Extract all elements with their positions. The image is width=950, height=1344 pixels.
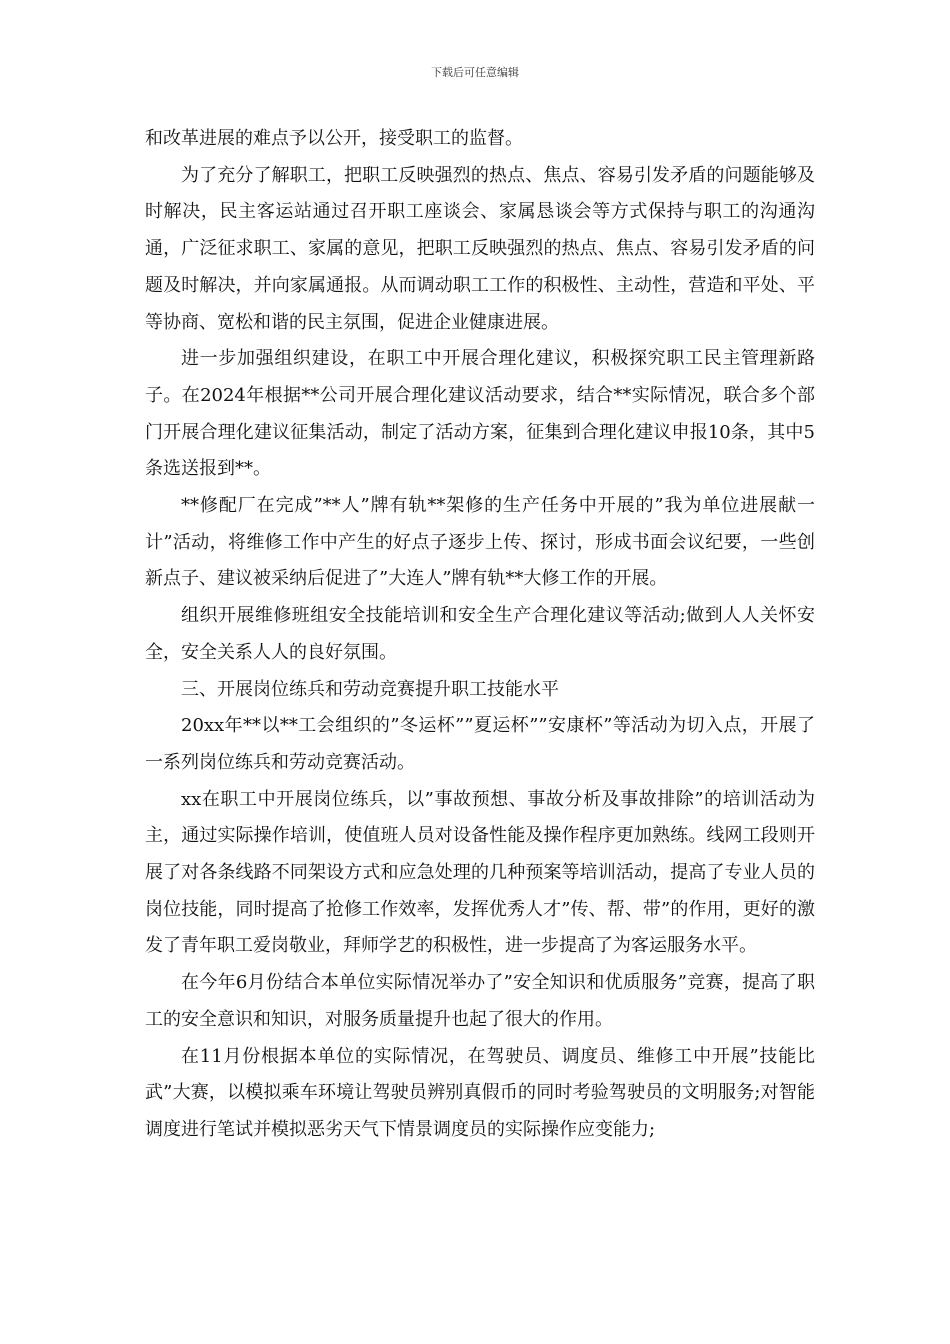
paragraph: xx在职工中开展岗位练兵，以”事故预想、事故分析及事故排除”的培训活动为主，通过实际操作培训，使值班人员对设备性能及操作程序更加熟练。线网工段则开展了对各条线路不同架设方式和应急处理的几种预案等培训活动，提高了专业人员的岗位技能，同时提高了抢修工作效率，发挥优秀人才”传、帮、带”的作用，更好的激发了青年职工爱岗敬业，拜师学艺的积极性，进一步提高了为客运服务水平。	[145, 788, 815, 957]
paragraph: 在11月份根据本单位的实际情况，在驾驶员、调度员、维修工中开展”技能比武”大赛，以模拟乘车环境让驾驶员辨别真假币的同时考验驾驶员的文明服务;对智能调度进行笔试并模拟恶劣天气下情景调度员的实际操作应变能力;	[145, 1045, 815, 1140]
paragraph: 在今年6月份结合本单位实际情况举办了”安全知识和优质服务”竞赛，提高了职工的安全意识和知识，对服务质量提升也起了很大的作用。	[145, 972, 815, 1030]
section-heading: 三、开展岗位练兵和劳动竞赛提升职工技能水平	[181, 678, 559, 700]
paragraph: 20xx年**以**工会组织的”冬运杯””夏运杯””安康杯”等活动为切入点，开展了一系列岗位练兵和劳动竞赛活动。	[145, 715, 815, 773]
paragraph: 组织开展维修班组安全技能培训和安全生产合理化建议等活动;做到人人关怀安全，安全关系人人的良好氛围。	[145, 605, 815, 663]
document-body	[145, 121, 815, 1149]
paragraph: **修配厂在完成”**人”牌有轨**架修的生产任务中开展的”我为单位进展献一计”活动，将维修工作中产生的好点子逐步上传、探讨，形成书面会议纪要，一些创新点子、建议被采纳后促进了”大连人”牌有轨**大修工作的开展。	[145, 495, 815, 590]
paragraph: 和改革进展的难点予以公开，接受职工的监督。	[145, 128, 523, 149]
paragraph: 进一步加强组织建设，在职工中开展合理化建议，积极探究职工民主管理新路子。在2024年根据**公司开展合理化建议活动要求，结合**实际情况，联合多个部门开展合理化建议征集活动，制定了活动方案，征集到合理化建议申报10条，其中5条选送报到**。	[145, 348, 815, 480]
paragraph: 为了充分了解职工，把职工反映强烈的热点、焦点、容易引发矛盾的问题能够及时解决，民主客运站通过召开职工座谈会、家属恳谈会等方式保持与职工的沟通沟通，广泛征求职工、家属的意见，把职工反映强烈的热点、焦点、容易引发矛盾的问题及时解决，并向家属通报。从而调动职工工作的积极性、主动性，营造和平处、平等协商、宽松和谐的民主氛围，促进企业健康进展。	[145, 164, 815, 333]
page-header: 下载后可任意编辑	[431, 66, 519, 79]
